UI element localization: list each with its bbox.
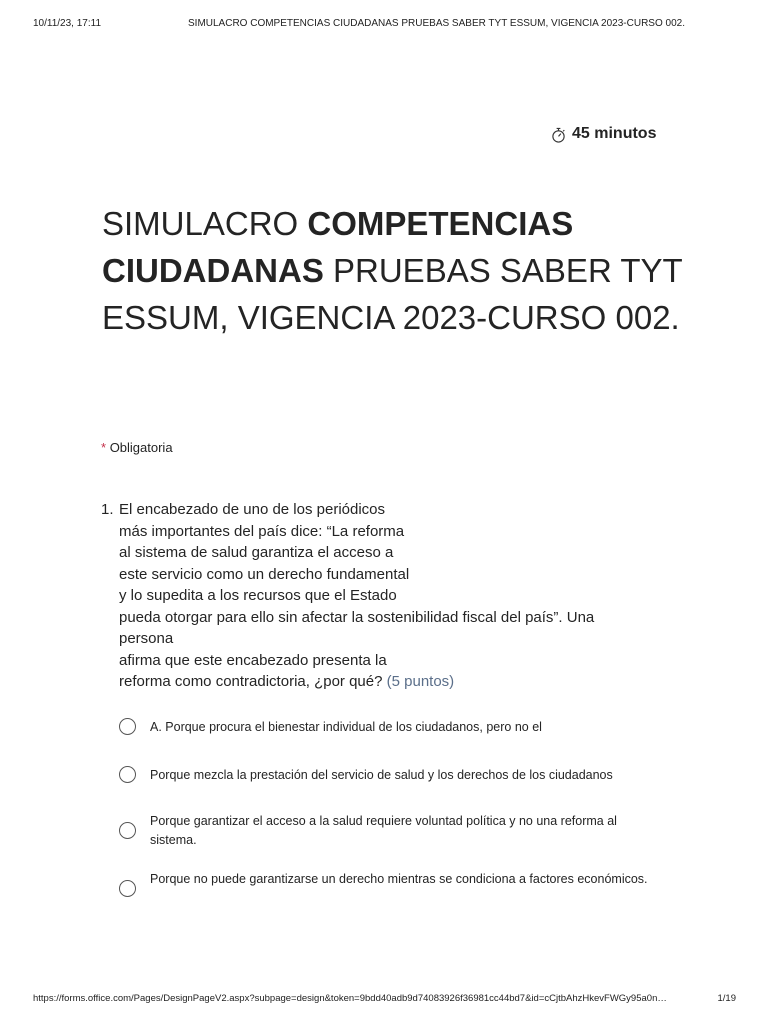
radio-button[interactable] xyxy=(119,766,136,783)
answer-option-2[interactable] xyxy=(119,766,659,785)
print-datetime: 10/11/23, 17:11 xyxy=(33,18,102,29)
required-label: Obligatoria xyxy=(109,440,173,455)
print-footer xyxy=(0,993,768,1007)
print-url: https://forms.office.com/Pages/DesignPageV2.aspx?subpage=design&token=9bdd40adb9d74083926f36981cc44bd7&id=cCjtbAhzHkevFWGy95a0n… xyxy=(33,993,667,1004)
form-title-part1: SIMULACRO xyxy=(102,205,308,242)
answer-option-label: Porque mezcla la prestación del servicio de salud y los derechos de los ciudadanos xyxy=(150,768,613,782)
timer-label: 45 minutos xyxy=(572,125,657,142)
print-page-title: SIMULACRO COMPETENCIAS CIUDADANAS PRUEBAS SABER TYT ESSUM, VIGENCIA 2023-CURSO 002. xyxy=(188,18,685,29)
answer-option-3[interactable] xyxy=(119,812,659,850)
radio-button[interactable] xyxy=(119,718,136,735)
answer-option-1[interactable] xyxy=(119,718,659,737)
answer-option-4[interactable] xyxy=(119,870,659,897)
answer-option-label: Porque no puede garantizarse un derecho mientras se condiciona a factores económicos. xyxy=(150,872,648,886)
answer-option-label: A. Porque procura el bienestar individual de los ciudadanos, pero no el xyxy=(150,720,542,734)
question-1 xyxy=(101,499,661,693)
print-header xyxy=(0,18,768,32)
required-note xyxy=(101,440,173,455)
question-text xyxy=(119,499,661,693)
radio-button[interactable] xyxy=(119,880,136,897)
print-page-number: 1/19 xyxy=(717,993,736,1004)
question-points: (5 puntos) xyxy=(386,673,455,690)
form-title-bold: COMPETENCIAS CIUDADANAS xyxy=(102,205,574,289)
question-body: El encabezado de uno de los periódicos más importantes del país dice: “La reforma al sistema de salud garantiza el acceso a este servicio como un derecho fundamental y lo supedita a los recursos que el Estado pueda otorgar para ello sin afectar la sostenibilidad fiscal del país”. Una persona afirma que este encabezado presenta la reforma como contradictoria, ¿por qué? xyxy=(119,501,595,690)
required-asterisk: * xyxy=(101,440,107,455)
timer xyxy=(551,125,656,143)
question-number: 1. xyxy=(101,501,114,518)
radio-button[interactable] xyxy=(119,822,136,839)
stopwatch-icon xyxy=(551,127,566,143)
answer-option-label: Porque garantizar el acceso a la salud requiere voluntad política y no una reforma al sistema. xyxy=(150,814,617,847)
form-title-part2: PRUEBAS SABER TYT ESSUM, VIGENCIA 2023-CURSO 002. xyxy=(102,252,683,336)
form-title xyxy=(102,200,702,341)
